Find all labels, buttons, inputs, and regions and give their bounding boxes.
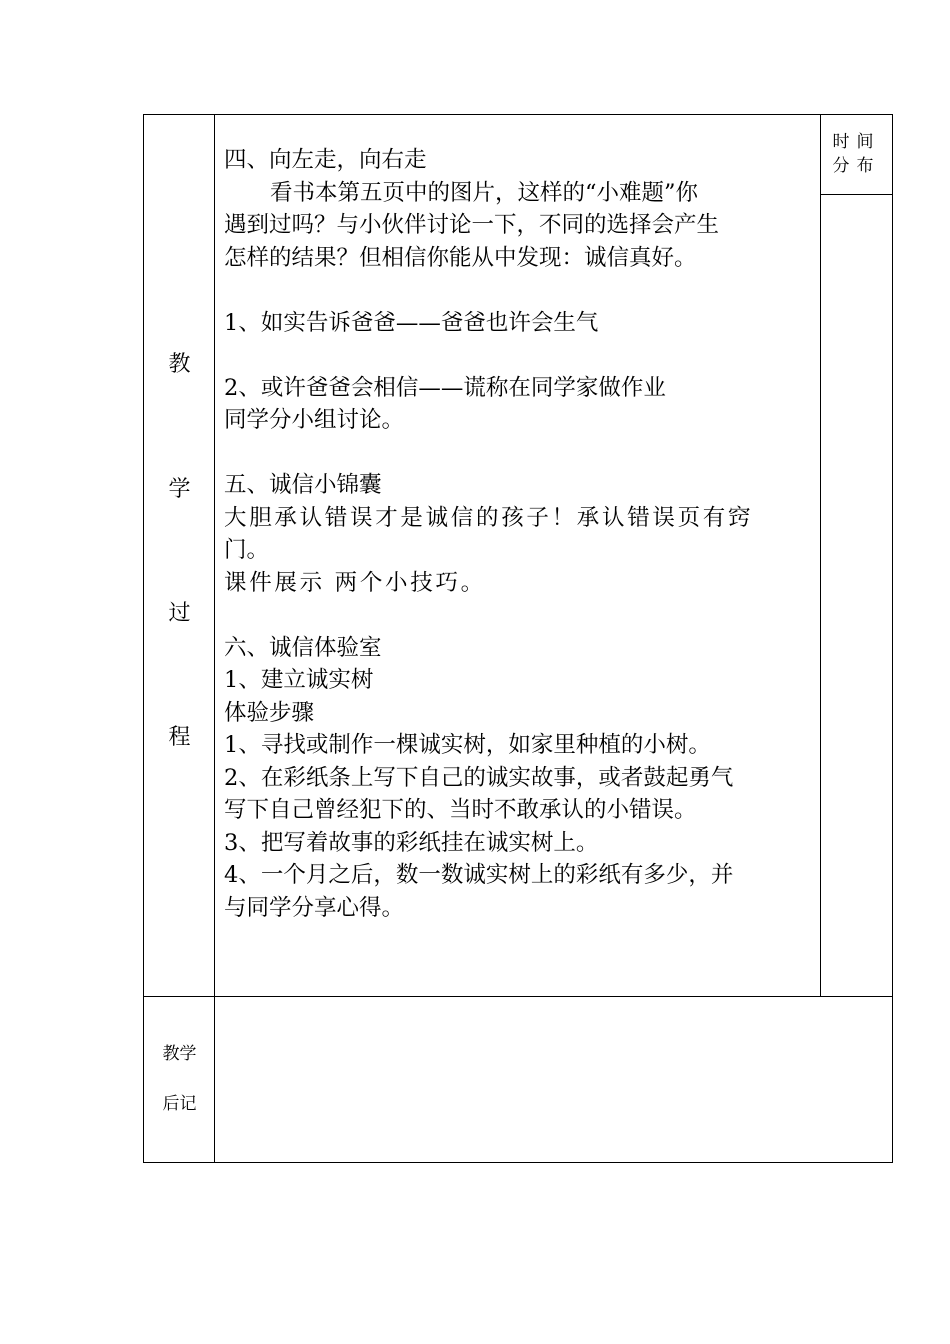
content-line: 遇到过吗？与小伙伴讨论一下，不同的选择会产生 bbox=[224, 212, 720, 238]
side-label-char-2: 学 bbox=[168, 477, 191, 502]
section-heading-5: 五、诚信小锦囊 bbox=[224, 472, 382, 498]
content-line: 看书本第五页中的图片，这样的“小难题”你 bbox=[270, 179, 699, 206]
time-header-line-1: 时间 bbox=[832, 132, 881, 152]
time-column-divider bbox=[820, 114, 821, 997]
blank-line bbox=[224, 274, 814, 307]
footer-label-line-2: 后记 bbox=[162, 1094, 197, 1114]
table-left-border bbox=[143, 114, 144, 1163]
content-line: 4、一个月之后，数一数诚实树上的彩纸有多少，并 bbox=[224, 862, 734, 888]
content-line: 怎样的结果？但相信你能从中发现：诚信真好。 bbox=[224, 244, 697, 271]
content-line: 课件展示 两个小技巧。 bbox=[224, 569, 486, 596]
section-heading-6: 六、诚信体验室 bbox=[224, 634, 382, 661]
time-header-line-2: 分布 bbox=[832, 156, 881, 176]
table-bottom-border bbox=[143, 1162, 893, 1163]
blank-line bbox=[224, 599, 814, 632]
time-header-divider bbox=[820, 194, 893, 195]
content-line: 2、在彩纸条上写下自己的诚实故事，或者鼓起勇气 bbox=[224, 764, 734, 791]
side-label-char-4: 程 bbox=[168, 725, 191, 750]
content-line: 门。 bbox=[224, 537, 270, 563]
content-line: 同学分小组讨论。 bbox=[224, 407, 405, 433]
content-line: 1、寻找或制作一棵诚实树，如家里种植的小树。 bbox=[224, 732, 711, 758]
content-line: 与同学分享心得。 bbox=[224, 894, 405, 921]
content-line: 3、把写着故事的彩纸挂在诚实树上。 bbox=[224, 829, 599, 856]
content-line: 写下自己曾经犯下的、当时不敢承认的小错误。 bbox=[224, 797, 697, 823]
lesson-content bbox=[224, 144, 814, 924]
side-label-char-3: 过 bbox=[168, 601, 191, 626]
content-line: 大胆承认错误才是诚信的孩子！承认错误页有窍 bbox=[224, 504, 754, 531]
content-line: 1、如实告诉爸爸——爸爸也许会生气 bbox=[224, 309, 599, 336]
blank-line bbox=[224, 437, 814, 470]
content-line: 体验步骤 bbox=[224, 699, 315, 726]
footer-label-line-1: 教学 bbox=[162, 1044, 197, 1064]
blank-line bbox=[224, 339, 814, 372]
table-right-border bbox=[892, 114, 893, 1163]
content-line: 1、建立诚实树 bbox=[224, 667, 374, 693]
label-column-divider bbox=[214, 114, 215, 1163]
table-top-border bbox=[143, 114, 893, 115]
content-line: 2、或许爸爸会相信——谎称在同学家做作业 bbox=[224, 374, 666, 401]
section-heading-4: 四、向左走，向右走 bbox=[224, 147, 427, 173]
row-divider bbox=[143, 996, 893, 997]
side-label-char-1: 教 bbox=[168, 352, 191, 377]
